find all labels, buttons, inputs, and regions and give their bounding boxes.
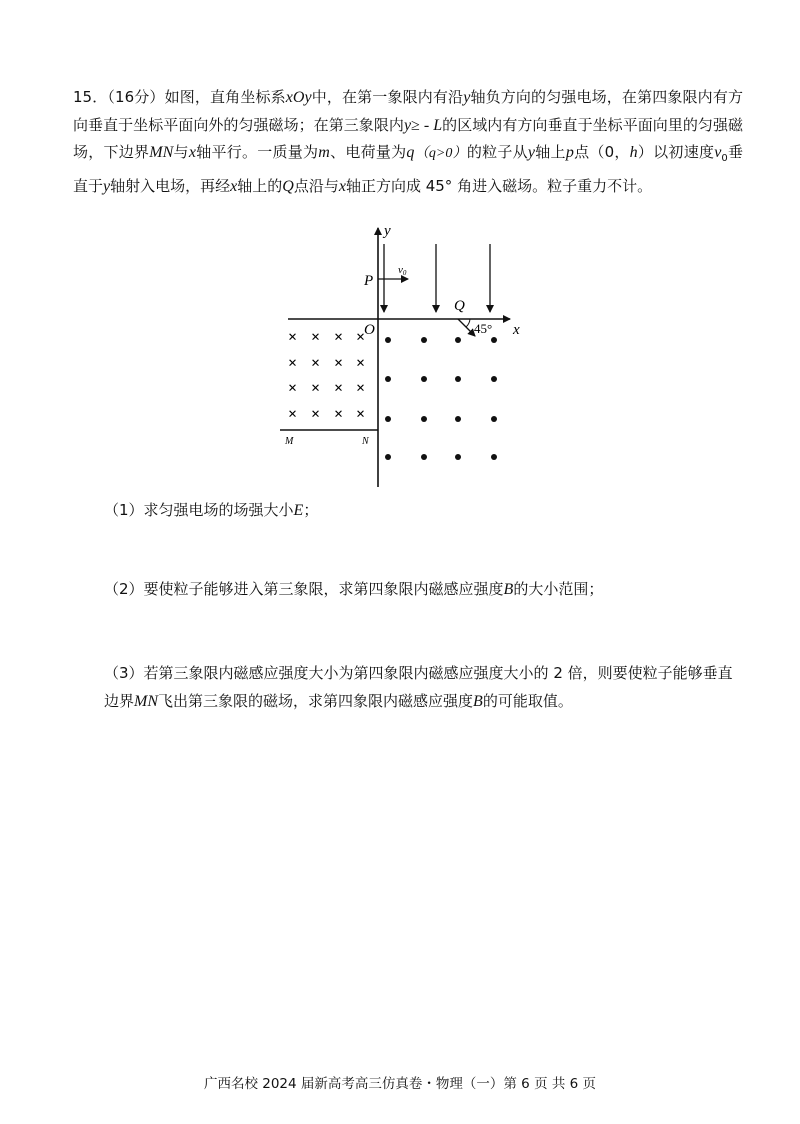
field-out-of-page-dot bbox=[385, 376, 391, 382]
text: 飞出第三象限的磁场，求第四象限内磁感应强度 bbox=[158, 692, 474, 710]
field-into-page-cross: × bbox=[334, 380, 344, 397]
field-out-of-page-dot bbox=[385, 416, 391, 422]
field-out-of-page-dot bbox=[455, 376, 461, 382]
var: x bbox=[230, 177, 238, 195]
var: m bbox=[318, 144, 330, 161]
field-into-page-cross: × bbox=[311, 380, 321, 397]
problem-score: （16分） bbox=[107, 88, 165, 106]
text: 轴负方向的匀强电场，在第四象限内有方向垂直于坐标平面向外的匀强磁场；在第三象限内 bbox=[73, 88, 743, 134]
text: ； bbox=[303, 501, 319, 519]
var: E bbox=[293, 502, 304, 519]
var: MN bbox=[149, 144, 174, 161]
text: 轴正方向成 45° 角进入磁场。粒子重力不计。 bbox=[345, 176, 653, 195]
text: 与 bbox=[173, 143, 189, 161]
text: ）以初速度 bbox=[637, 143, 715, 161]
var: y bbox=[463, 89, 471, 106]
field-into-page-cross: × bbox=[334, 329, 344, 346]
text: 中，在第一象限内有沿 bbox=[311, 88, 464, 106]
problem-number: 15． bbox=[73, 88, 108, 106]
field-out-of-page-dot bbox=[491, 337, 497, 343]
field-into-page-cross: × bbox=[288, 329, 298, 346]
field-into-page-cross: × bbox=[288, 406, 298, 423]
field-diagram bbox=[270, 222, 540, 490]
question-2 bbox=[104, 575, 744, 604]
angle-arc bbox=[466, 319, 470, 327]
text: 的粒子从 bbox=[466, 143, 528, 161]
field-out-of-page-dot bbox=[455, 337, 461, 343]
question-1 bbox=[104, 496, 744, 525]
text: 点（0， bbox=[573, 143, 630, 161]
field-into-page-cross: × bbox=[356, 355, 366, 372]
text: 点沿与 bbox=[293, 176, 339, 195]
field-out-of-page-dot bbox=[421, 376, 427, 382]
label-v0: v0 bbox=[398, 264, 407, 277]
text: 垂直于 bbox=[73, 143, 743, 195]
dots-group bbox=[385, 337, 497, 460]
field-out-of-page-dot bbox=[421, 337, 427, 343]
field-into-page-cross: × bbox=[356, 329, 366, 346]
question-3 bbox=[104, 659, 744, 716]
var: xOy bbox=[285, 89, 312, 106]
text: 的大小范围； bbox=[513, 580, 604, 598]
field-into-page-cross: × bbox=[288, 380, 298, 397]
var: B bbox=[473, 693, 483, 710]
var: x bbox=[338, 177, 346, 195]
field-out-of-page-dot bbox=[455, 416, 461, 422]
text: 轴平行。一质量为 bbox=[195, 143, 319, 161]
text: （1）求匀强电场的场强大小 bbox=[104, 501, 294, 519]
page-footer: 广西名校 2024 届新高考高三仿真卷・物理（一）第 6 页 共 6 页 bbox=[203, 1076, 597, 1092]
text: （3）若第三象限内磁感应强度大小为第四象限内磁感应强度大小的 2 倍，则要使粒子能够垂直边界 bbox=[104, 664, 733, 710]
var: MN bbox=[134, 693, 159, 710]
field-into-page-cross: × bbox=[311, 329, 321, 346]
var: x bbox=[188, 144, 196, 161]
label-N: N bbox=[362, 436, 369, 447]
field-out-of-page-dot bbox=[421, 454, 427, 460]
text: 的可能取值。 bbox=[482, 692, 573, 710]
text: 轴射入电场，再经 bbox=[110, 176, 231, 195]
field-out-of-page-dot bbox=[491, 416, 497, 422]
problem-statement bbox=[73, 84, 743, 200]
field-into-page-cross: × bbox=[311, 355, 321, 372]
var: v bbox=[714, 144, 722, 161]
label-Q: Q bbox=[454, 298, 465, 314]
label-M: M bbox=[285, 436, 294, 447]
var: p bbox=[565, 144, 574, 161]
field-out-of-page-dot bbox=[421, 416, 427, 422]
label-O: O bbox=[364, 322, 375, 338]
var: B bbox=[503, 581, 514, 598]
var: y bbox=[103, 177, 111, 195]
text: 如图，直角坐标系 bbox=[164, 88, 286, 106]
field-into-page-cross: × bbox=[356, 406, 366, 423]
var: q bbox=[406, 144, 415, 161]
text: （2）要使粒子能够进入第三象限，求第四象限内磁感应强度 bbox=[104, 580, 504, 598]
label-y: y bbox=[384, 223, 391, 239]
var: h bbox=[629, 144, 638, 161]
text: 、电荷量为 bbox=[329, 143, 407, 161]
entry-arrow bbox=[458, 319, 475, 336]
var: y≥ - L bbox=[403, 116, 443, 134]
field-out-of-page-dot bbox=[385, 454, 391, 460]
field-into-page-cross: × bbox=[288, 355, 298, 372]
field-out-of-page-dot bbox=[491, 454, 497, 460]
var: （q>0） bbox=[414, 146, 467, 161]
var: Q bbox=[282, 177, 294, 195]
field-out-of-page-dot bbox=[385, 337, 391, 343]
text: 轴上的 bbox=[237, 176, 283, 195]
field-into-page-cross: × bbox=[311, 406, 321, 423]
crosses-group bbox=[288, 329, 365, 423]
label-P: P bbox=[364, 273, 374, 289]
field-into-page-cross: × bbox=[356, 380, 366, 397]
field-into-page-cross: × bbox=[334, 355, 344, 372]
field-into-page-cross: × bbox=[334, 406, 344, 423]
label-x: x bbox=[513, 322, 520, 338]
field-out-of-page-dot bbox=[491, 376, 497, 382]
var: y bbox=[527, 144, 536, 161]
label-angle: 45° bbox=[474, 321, 493, 336]
text: 的区域内有方向垂直于坐标平面向里的匀强磁场，下边界 bbox=[73, 115, 743, 161]
field-out-of-page-dot bbox=[455, 454, 461, 460]
text: 轴上 bbox=[535, 143, 566, 161]
subscript: 0 bbox=[721, 153, 728, 164]
